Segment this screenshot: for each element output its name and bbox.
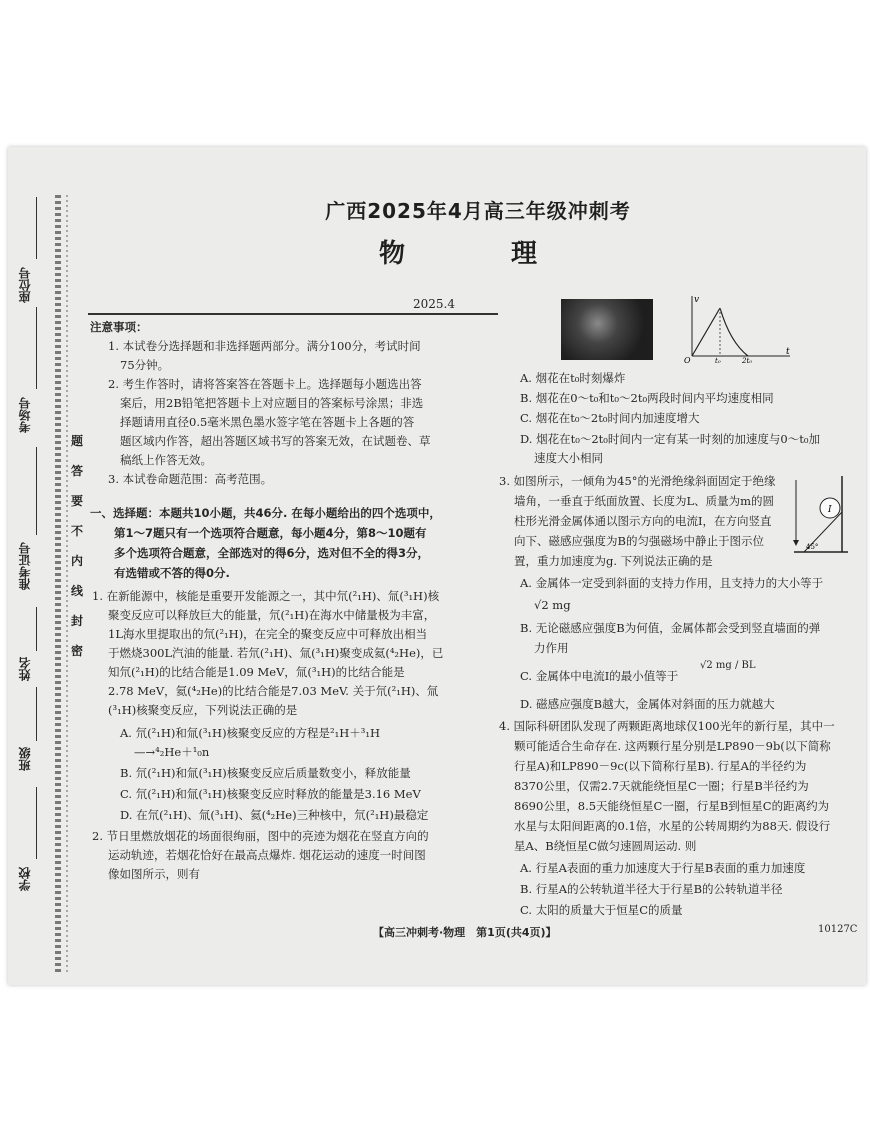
q3-option-d: D. 磁感应强度B越大，金属体对斜面的压力就越大 <box>520 697 775 711</box>
exam-page <box>8 147 866 985</box>
q1-stem: (³₁H)核聚变反应，下列说法正确的是 <box>108 703 298 717</box>
angle-label: 45° <box>806 543 819 551</box>
q3-stem: 3. 如图所示，一倾角为45°的光滑绝缘斜面固定于绝缘 <box>499 474 776 488</box>
q3-option-b: B. 无论磁感应强度B为何值，金属体都会受到竖直墙面的弹 <box>520 621 821 635</box>
notice-line: 案后，用2B铅笔把答题卡上对应题目的答案标号涂黑；非选 <box>120 396 424 410</box>
q3-option-a-cont: √2 mg <box>534 598 571 612</box>
q4-stem: 8370公里，仅需2.7天就能绕恒星C一圈；行星B半径约为 <box>514 779 809 793</box>
notice-line: 75分钟。 <box>120 358 170 372</box>
q2-option-b: B. 烟花在0～t₀和t₀～2t₀两段时间内平均速度相同 <box>520 391 774 405</box>
field-line-seat <box>36 197 37 259</box>
q1-option-b: B. 氘(²₁H)和氚(³₁H)核聚变反应后质量数变小，释放能量 <box>120 766 411 780</box>
q3-stem: 柱形光滑金属体通以图示方向的电流I，在方向竖直 <box>514 514 772 528</box>
seal-char: 封 <box>71 614 84 628</box>
seal-line <box>55 195 61 975</box>
q4-stem: 8690公里，8.5天能绕恒星C一圈，行星B到恒星C的距离约为 <box>514 799 830 813</box>
field-line-school <box>36 787 37 859</box>
seal-char: 题 <box>71 434 84 448</box>
velocity-time-graph <box>682 292 794 364</box>
q4-stem: 4. 国际科研团队发现了两颗距离地球仅100光年的新行星，其中一 <box>499 719 835 733</box>
q1-option-d: D. 在氘(²₁H)、氚(³₁H)、氦(⁴₂He)三种核中，氘(²₁H)最稳定 <box>120 808 429 822</box>
q2-option-a: A. 烟花在t₀时刻爆炸 <box>520 371 626 385</box>
q4-stem: 星A、B绕恒星C做匀速圆周运动. 则 <box>514 839 697 853</box>
field-school: 学校 <box>18 867 32 891</box>
q1-stem: 1L海水里提取出的氘(²₁H)，在完全的聚变反应中可释放出相当 <box>108 627 428 641</box>
q2-option-d: D. 烟花在t₀～2t₀时间内一定有某一时刻的加速度与0～t₀加 <box>520 432 820 446</box>
v-label: v <box>694 295 700 305</box>
q2-option-d-cont: 速度大小相同 <box>534 451 603 465</box>
q4-option-b: B. 行星A的公转轨道半径大于行星B的公转轨道半径 <box>520 882 783 896</box>
field-arrow-head <box>793 540 799 546</box>
field-seat-number: 座位号 <box>18 267 32 303</box>
q2-stem: 运动轨迹，若烟花恰好在最高点爆炸. 烟花运动的速度一时间图 <box>108 848 426 862</box>
q3-option-c: C. 金属体中电流I的最小值等于 <box>520 669 679 683</box>
q1-stem: 知氘(²₁H)的比结合能是1.09 MeV，氚(³₁H)的比结合能是 <box>108 665 405 679</box>
vt-fall <box>720 308 748 356</box>
field-exam-room: 考场号 <box>18 397 32 433</box>
vt-rise <box>692 308 720 356</box>
seal-char: 要 <box>71 494 84 508</box>
q1-stem: 2.78 MeV，氦(⁴₂He)的比结合能是7.03 MeV. 关于氘(²₁H)、氚 <box>108 684 439 698</box>
seal-char: 答 <box>71 464 84 478</box>
seal-char: 线 <box>71 584 84 598</box>
section-heading: 第1～7题只有一个选项符合题意，每小题4分，第8～10题有 <box>114 526 427 540</box>
field-line-room <box>36 307 37 389</box>
page-footer: 【高三冲刺考·物理 第1页(共4页)】 <box>373 926 557 939</box>
q4-stem: 水星与太阳间距离的0.1倍，水星的公转周期约为88天. 假设行 <box>514 819 831 833</box>
q4-stem: 行星A)和LP890－9c(以下简称行星B). 行星A的半径约为 <box>514 759 807 773</box>
binding-sidebar <box>8 147 88 985</box>
section-heading: 一、选择题：本题共10小题，共46分. 在每小题给出的四个选项中， <box>90 506 441 520</box>
seal-char: 不 <box>71 524 84 538</box>
field-class: 班级 <box>18 747 32 771</box>
origin-label: O <box>684 356 691 364</box>
q2-stem: 2. 节日里燃放烟花的场面很绚丽，图中的亮迹为烟花在竖直方向的 <box>92 829 429 843</box>
q1-option-c: C. 氘(²₁H)和氚(³₁H)核聚变反应时释放的能量是3.16 MeV <box>120 787 421 801</box>
q2-option-c: C. 烟花在t₀～2t₀时间内加速度增大 <box>520 411 700 425</box>
q1-stem: 于燃烧300L汽油的能量. 若氘(²₁H)、氚(³₁H)聚变成氦(⁴₂He)，已 <box>108 646 444 660</box>
q4-option-c: C. 太阳的质量大于恒星C的质量 <box>520 903 683 917</box>
t0-label: t₀ <box>715 357 721 364</box>
q4-stem: 颗可能适合生命存在. 这两颗行星分别是LP890－9b(以下简称 <box>514 739 831 753</box>
exam-subject: 物 理 <box>378 239 577 269</box>
q1-option-a-cont: —→⁴₂He＋¹₀n <box>134 745 210 759</box>
seal-line-inner <box>66 195 68 975</box>
q1-option-a: A. 氘(²₁H)和氚(³₁H)核聚变反应的方程是²₁H＋³₁H <box>120 726 381 740</box>
field-admission-number: 准考证号 <box>18 542 32 590</box>
q3-stem: 向下、磁感应强度为B的匀强磁场中静止于图示位 <box>514 534 764 548</box>
q3-option-c-fraction: √2 mg / BL <box>700 660 756 671</box>
q3-option-a: A. 金属体一定受到斜面的支持力作用，且支持力的大小等于 <box>520 576 824 590</box>
q4-option-a: A. 行星A表面的重力加速度大于行星B表面的重力加速度 <box>520 861 806 875</box>
field-line-class <box>36 687 37 741</box>
q1-stem: 1. 在新能源中，核能是重要开发能源之一，其中氘(²₁H)、氚(³₁H)核 <box>92 589 440 603</box>
notice-line: 择题请用直径0.5毫米黑色墨水签字笔在答题卡上各题的答 <box>120 415 415 429</box>
notice-heading: 注意事项： <box>90 320 148 334</box>
section-heading: 多个选项符合题意，全部选对的得6分，选对但不全的得3分， <box>114 546 430 560</box>
notice-line: 3. 本试卷命题范围：高考范围。 <box>108 472 273 486</box>
current-label: I <box>828 505 832 515</box>
q3-stem: 置，重力加速度为g. 下列说法正确的是 <box>514 554 713 568</box>
notice-line: 1. 本试卷分选择题和非选择题两部分。满分100分，考试时间 <box>108 339 421 353</box>
field-line-admission <box>36 447 37 535</box>
q1-stem: 聚变反应可以释放巨大的能量，氘(²₁H)在海水中储量极为丰富， <box>108 608 436 622</box>
section-heading: 有选错或不答的得0分. <box>114 566 230 580</box>
header-rule <box>88 313 498 315</box>
incline-figure <box>792 474 850 556</box>
exam-date: 2025.4 <box>413 297 455 311</box>
2t0-label: 2t₀ <box>742 357 753 364</box>
field-name: 姓名 <box>18 657 32 681</box>
q2-stem: 像如图所示，则有 <box>108 867 200 881</box>
q3-option-b-cont: 力作用 <box>534 641 569 655</box>
paper-code: 10127C <box>818 924 858 935</box>
notice-line: 题区域内作答，超出答题区域书写的答案无效，在试题卷、草 <box>120 434 431 448</box>
seal-char: 密 <box>71 644 84 658</box>
notice-line: 2. 考生作答时，请将答案答在答题卡上。选择题每小题选出答 <box>108 377 422 391</box>
field-line-name <box>36 607 37 651</box>
seal-char: 内 <box>71 554 84 568</box>
fireworks-photo <box>561 299 653 360</box>
q3-stem: 墙角，一垂直于纸面放置、长度为L、质量为m的圆 <box>514 494 775 508</box>
exam-title: 广西2025年4月高三年级冲刺考 <box>325 199 631 223</box>
notice-line: 稿纸上作答无效。 <box>120 453 212 467</box>
t-label: t <box>786 347 790 357</box>
